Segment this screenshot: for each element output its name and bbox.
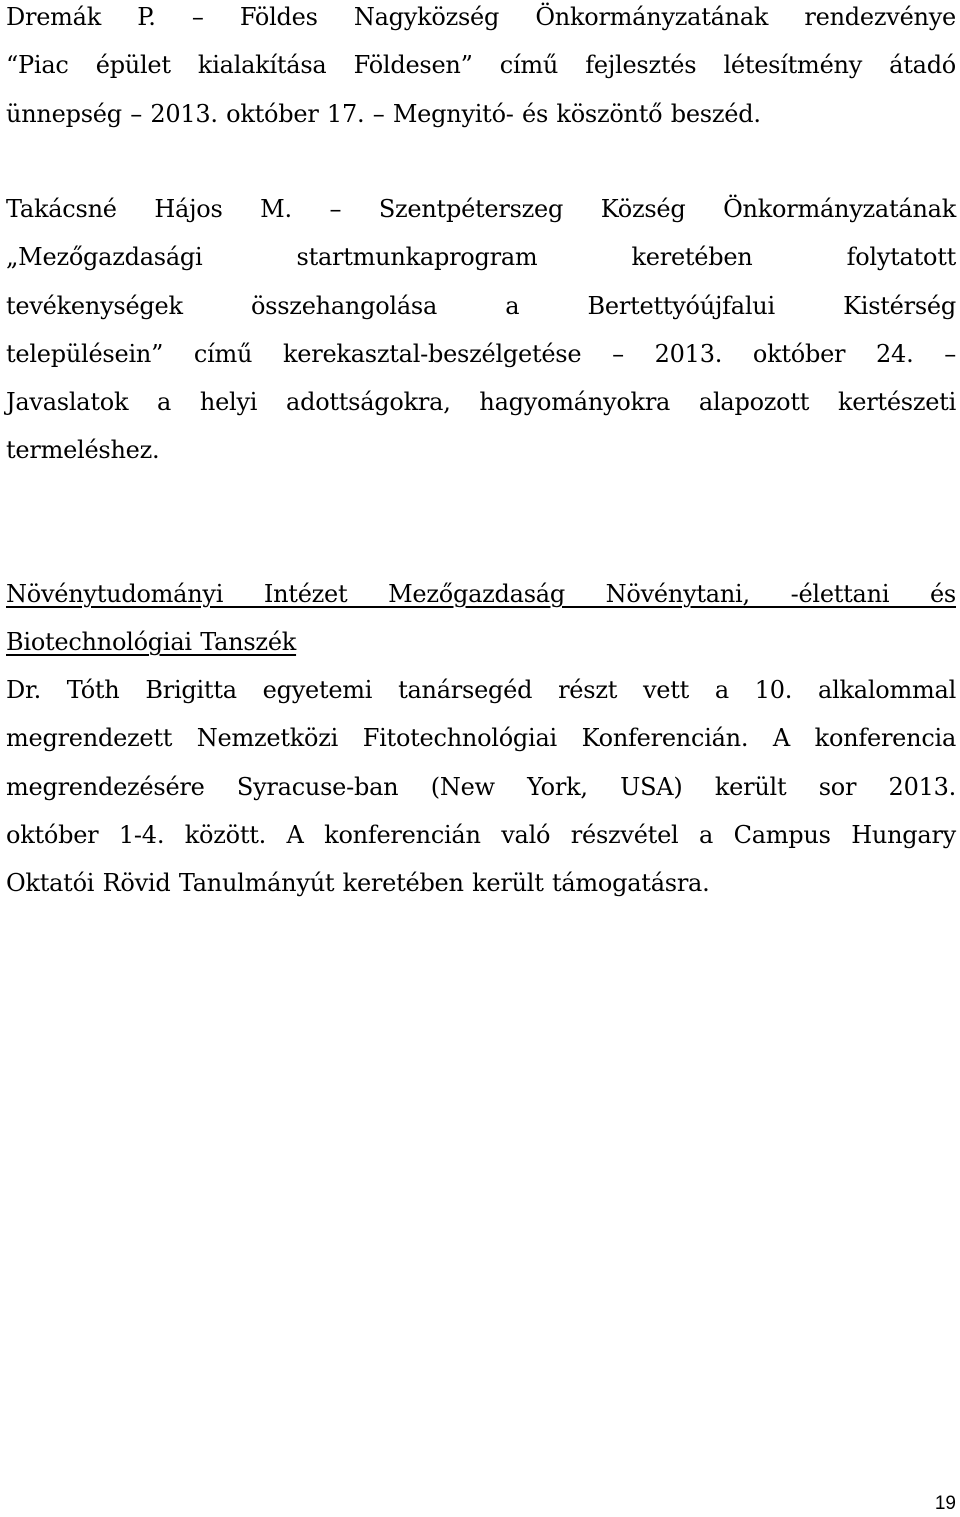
paragraph-toth	[6, 666, 956, 907]
paragraph-line: megrendezett Nemzetközi Fitotechnológiai Konferencián. A konferencia	[6, 724, 956, 753]
paragraph-line: „Mezőgazdasági startmunkaprogram keretében folytatott	[6, 243, 956, 272]
heading-line: Növénytudományi Intézet Mezőgazdaság Növénytani, -élettani és	[6, 580, 956, 608]
paragraph-line: termeléshez.	[6, 436, 160, 465]
paragraph-line: Dr. Tóth Brigitta egyetemi tanársegéd részt vett a 10. alkalommal	[6, 676, 956, 704]
paragraph-line: megrendezésére Syracuse-ban (New York, USA) került sor 2013.	[6, 772, 956, 801]
section-heading	[6, 570, 956, 667]
paragraph-dremak	[6, 0, 956, 138]
paragraph-line: “Piac épület kialakítása Földesen” című fejlesztés létesítmény átadó	[6, 51, 956, 80]
paragraph-line: Takácsné Hájos M. – Szentpéterszeg Község Önkormányzatának	[6, 195, 956, 223]
paragraph-line: október 1-4. között. A konferencián való részvétel a Campus Hungary	[6, 820, 956, 849]
heading-line: Biotechnológiai Tanszék	[6, 628, 297, 657]
paragraph-line: ünnepség – 2013. október 17. – Megnyitó- és köszöntő beszéd.	[6, 99, 761, 128]
paragraph-line: tevékenységek összehangolása a Bertettyóújfalui Kistérség	[6, 291, 956, 320]
paragraph-takacsne	[6, 185, 956, 475]
paragraph-line: Javaslatok a helyi adottságokra, hagyományokra alapozott kertészeti	[6, 388, 956, 417]
paragraph-line: Oktatói Rövid Tanulmányút keretében került támogatásra.	[6, 869, 710, 898]
paragraph-line: Dremák P. – Földes Nagyközség Önkormányzatának rendezvénye	[6, 3, 956, 31]
paragraph-line: településein” című kerekasztal-beszélgetése – 2013. október 24. –	[6, 339, 956, 368]
page-number: 19	[934, 1493, 956, 1514]
